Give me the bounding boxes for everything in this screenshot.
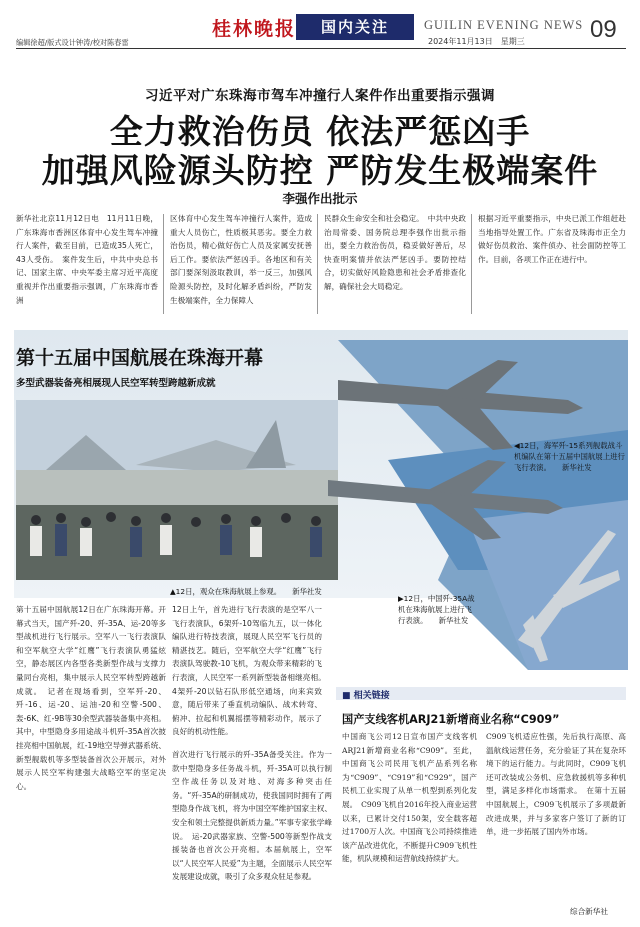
lead-byline: 李强作出批示 [282, 191, 358, 206]
feature-body-col-1: 第十五届中国航展12日在广东珠海开幕。开幕式当天，国产歼-20、歼-35A、运-20等多型战机进行飞行展示。空军八一飞行表演队和空军航空大学“红鹰”飞行表演队勇猛炫空，静态展区内各型各类新型作战与支撑力量同台亮相，集中展示人民空军转型跨越新成就。 记者在现场看到，空军歼-20、歼-16、运-20、运油-20和空警-500、轰-6K、红-9B等30余型武器装备集中亮相。其中，中型隐身多用途战斗机歼-35A首次披挂亮相中国航展，红-19地空导弹武器系统、新型舰载机等多型装备首次公开展示，对外展示人民空军构建强大战略空军的坚定决心。 [16, 605, 166, 791]
airshow-crowd-photo [16, 400, 338, 580]
english-paper-name: GUILIN EVENING NEWS [424, 18, 584, 32]
related-body-1: 中国商飞公司12日宣布国产支线客机ARJ21新增商业名称“C909”。至此，中国商飞公司民用飞机产品系列名称为“C909”、“C919”和“C929”，国产民机工业实现了从单一机型到系列化发展。 C909飞机自2016年投入商业运营以来，已累计交付150架，安全载客超过1700万人次。中国商飞公司持续推进该产品改进优化，不断提升C909飞机性能，机队规模和运营航线持续扩大。 [342, 732, 477, 864]
lead-kicker: 习近平对广东珠海市驾车冲撞行人案件作出重要指示强调 [145, 88, 495, 104]
masthead [0, 0, 640, 50]
column-divider [163, 214, 164, 314]
issue-date: 2024年11月13日 星期三 [428, 37, 525, 46]
lead-headline-1: 全力救治伤员 依法严惩凶手 [109, 112, 531, 151]
feature-body-col-2: 12日上午，首先进行飞行表演的是空军八一飞行表演队，6架歼-10驾临九五，以一体化编队进行特技表演，展现人民空军飞行员的精湛技艺。随后，空军航空大学“红鹰”飞行表演队驾驶教-10飞机，为观众带来精彩的飞行表演，人民空军一系列新型装备相继亮相。 4架歼-20以钻石队形低空通场，向来宾致意，随后带来了垂直机动编队、战术转弯、俯冲、拉起和机翼摇摆等精彩动作，展示了良好的机动性能。 [172, 605, 330, 737]
page-number: 09 [590, 16, 617, 43]
lead-headline-2: 加强风险源头防控 严防发生极端案件 [41, 151, 599, 190]
section-banner: 国内关注 [296, 14, 414, 40]
related-source: 综合新华社 [570, 907, 608, 916]
editor-credits: 编辑徐超/版式设计钟涛/校对陈春雷 [16, 38, 129, 47]
related-label: ■ 相关链接 [342, 691, 390, 701]
related-body-2: C909飞机适应性强，先后执行高原、高温航线运营任务，充分验证了其在复杂环境下的运行能力。与此同时，C909飞机还可改装成公务机、应急救援机等多种机型，满足多样化市场需求。 在第十五届中国航展上，C909飞机展示了多项最新改进成果，并与多家客户签订了新的订单，进一步拓展了国内外市场。 [486, 732, 626, 837]
feature-body-column-3-below: 首次进行飞行展示的歼-35A备受关注。作为一款中型隐身多任务战斗机，歼-35A可以执行制空作战任务以及对地、对海多种突击任务。“歼-35A的研制成功，使我国同时拥有了两型隐身作战飞机，将为中国空军维护国家主权、安全和领土完整提供新质力量。”军事专家张学峰说。 运-20武器家族、空警-500等新型作战支援装备也首次公开亮相。本届航展上，空军以“人民空军人民爱”为主题，全面展示人民空军发展建设成就，吸引了众多观众驻足参观。 [172, 750, 332, 882]
feature-title: 第十五届中国航展在珠海开幕 [16, 347, 264, 369]
airshow-crowd-illustration [16, 400, 338, 580]
lead-column-3: 民群众生命安全和社会稳定。 中共中央政治局常委、国务院总理李强作出批示指出，要全力救治伤员，稳妥做好善后，尽快查明案情并依法严惩凶手。要防控结合，切实做好风险隐患和社会矛盾排查化解，确保社会大局稳定。 [324, 214, 466, 291]
lead-column-2: 区体育中心发生驾车冲撞行人案件，造成重大人员伤亡，性质极其恶劣。要全力救治伤员，精心做好伤亡人员及家属安抚善后工作。要依法严惩凶手。各地区和有关部门要深刻汲取教训，举一反三，加强风险源头防控，及时化解矛盾纠纷，严防发生极端案件，全力保障人 [170, 214, 312, 305]
column-divider [471, 214, 472, 314]
lead-column-1: 新华社北京11月12日电 11月11日晚，广东珠海市香洲区体育中心发生驾车冲撞行人案件，截至目前，已造成35人死亡，43人受伤。 案件发生后，中共中央总书记、国家主席、中央军委主席习近平高度重视并作出重要指示强调，广东珠海市香洲 [16, 214, 158, 305]
masthead-rule [16, 48, 626, 49]
caption-crowd: ▲12日，观众在珠海航展上参观。 新华社发 [170, 587, 322, 596]
column-divider [317, 214, 318, 314]
newspaper-logo: 桂林晚报 [212, 18, 297, 40]
related-headline: 国产支线客机ARJ21新增商业名称“C909” [342, 713, 560, 726]
caption-j35a: ▶12日，中国歼-35A战机在珠海航展上进行飞行表演。 新华社发 [398, 594, 475, 625]
lead-column-4: 根据习近平重要指示，中央已派工作组赶赴当地指导处置工作。广东省及珠海市正全力做好伤员救治、案件侦办、社会面防控等工作。目前，各项工作正在进行中。 [478, 214, 626, 264]
feature-subtitle: 多型武器装备亮相展现人民空军转型跨越新成就 [16, 378, 216, 389]
caption-j15: ◀12日，海军歼-15系列舰载战斗机编队在第十五届中国航展上进行飞行表演。 新华社发 [514, 441, 625, 472]
